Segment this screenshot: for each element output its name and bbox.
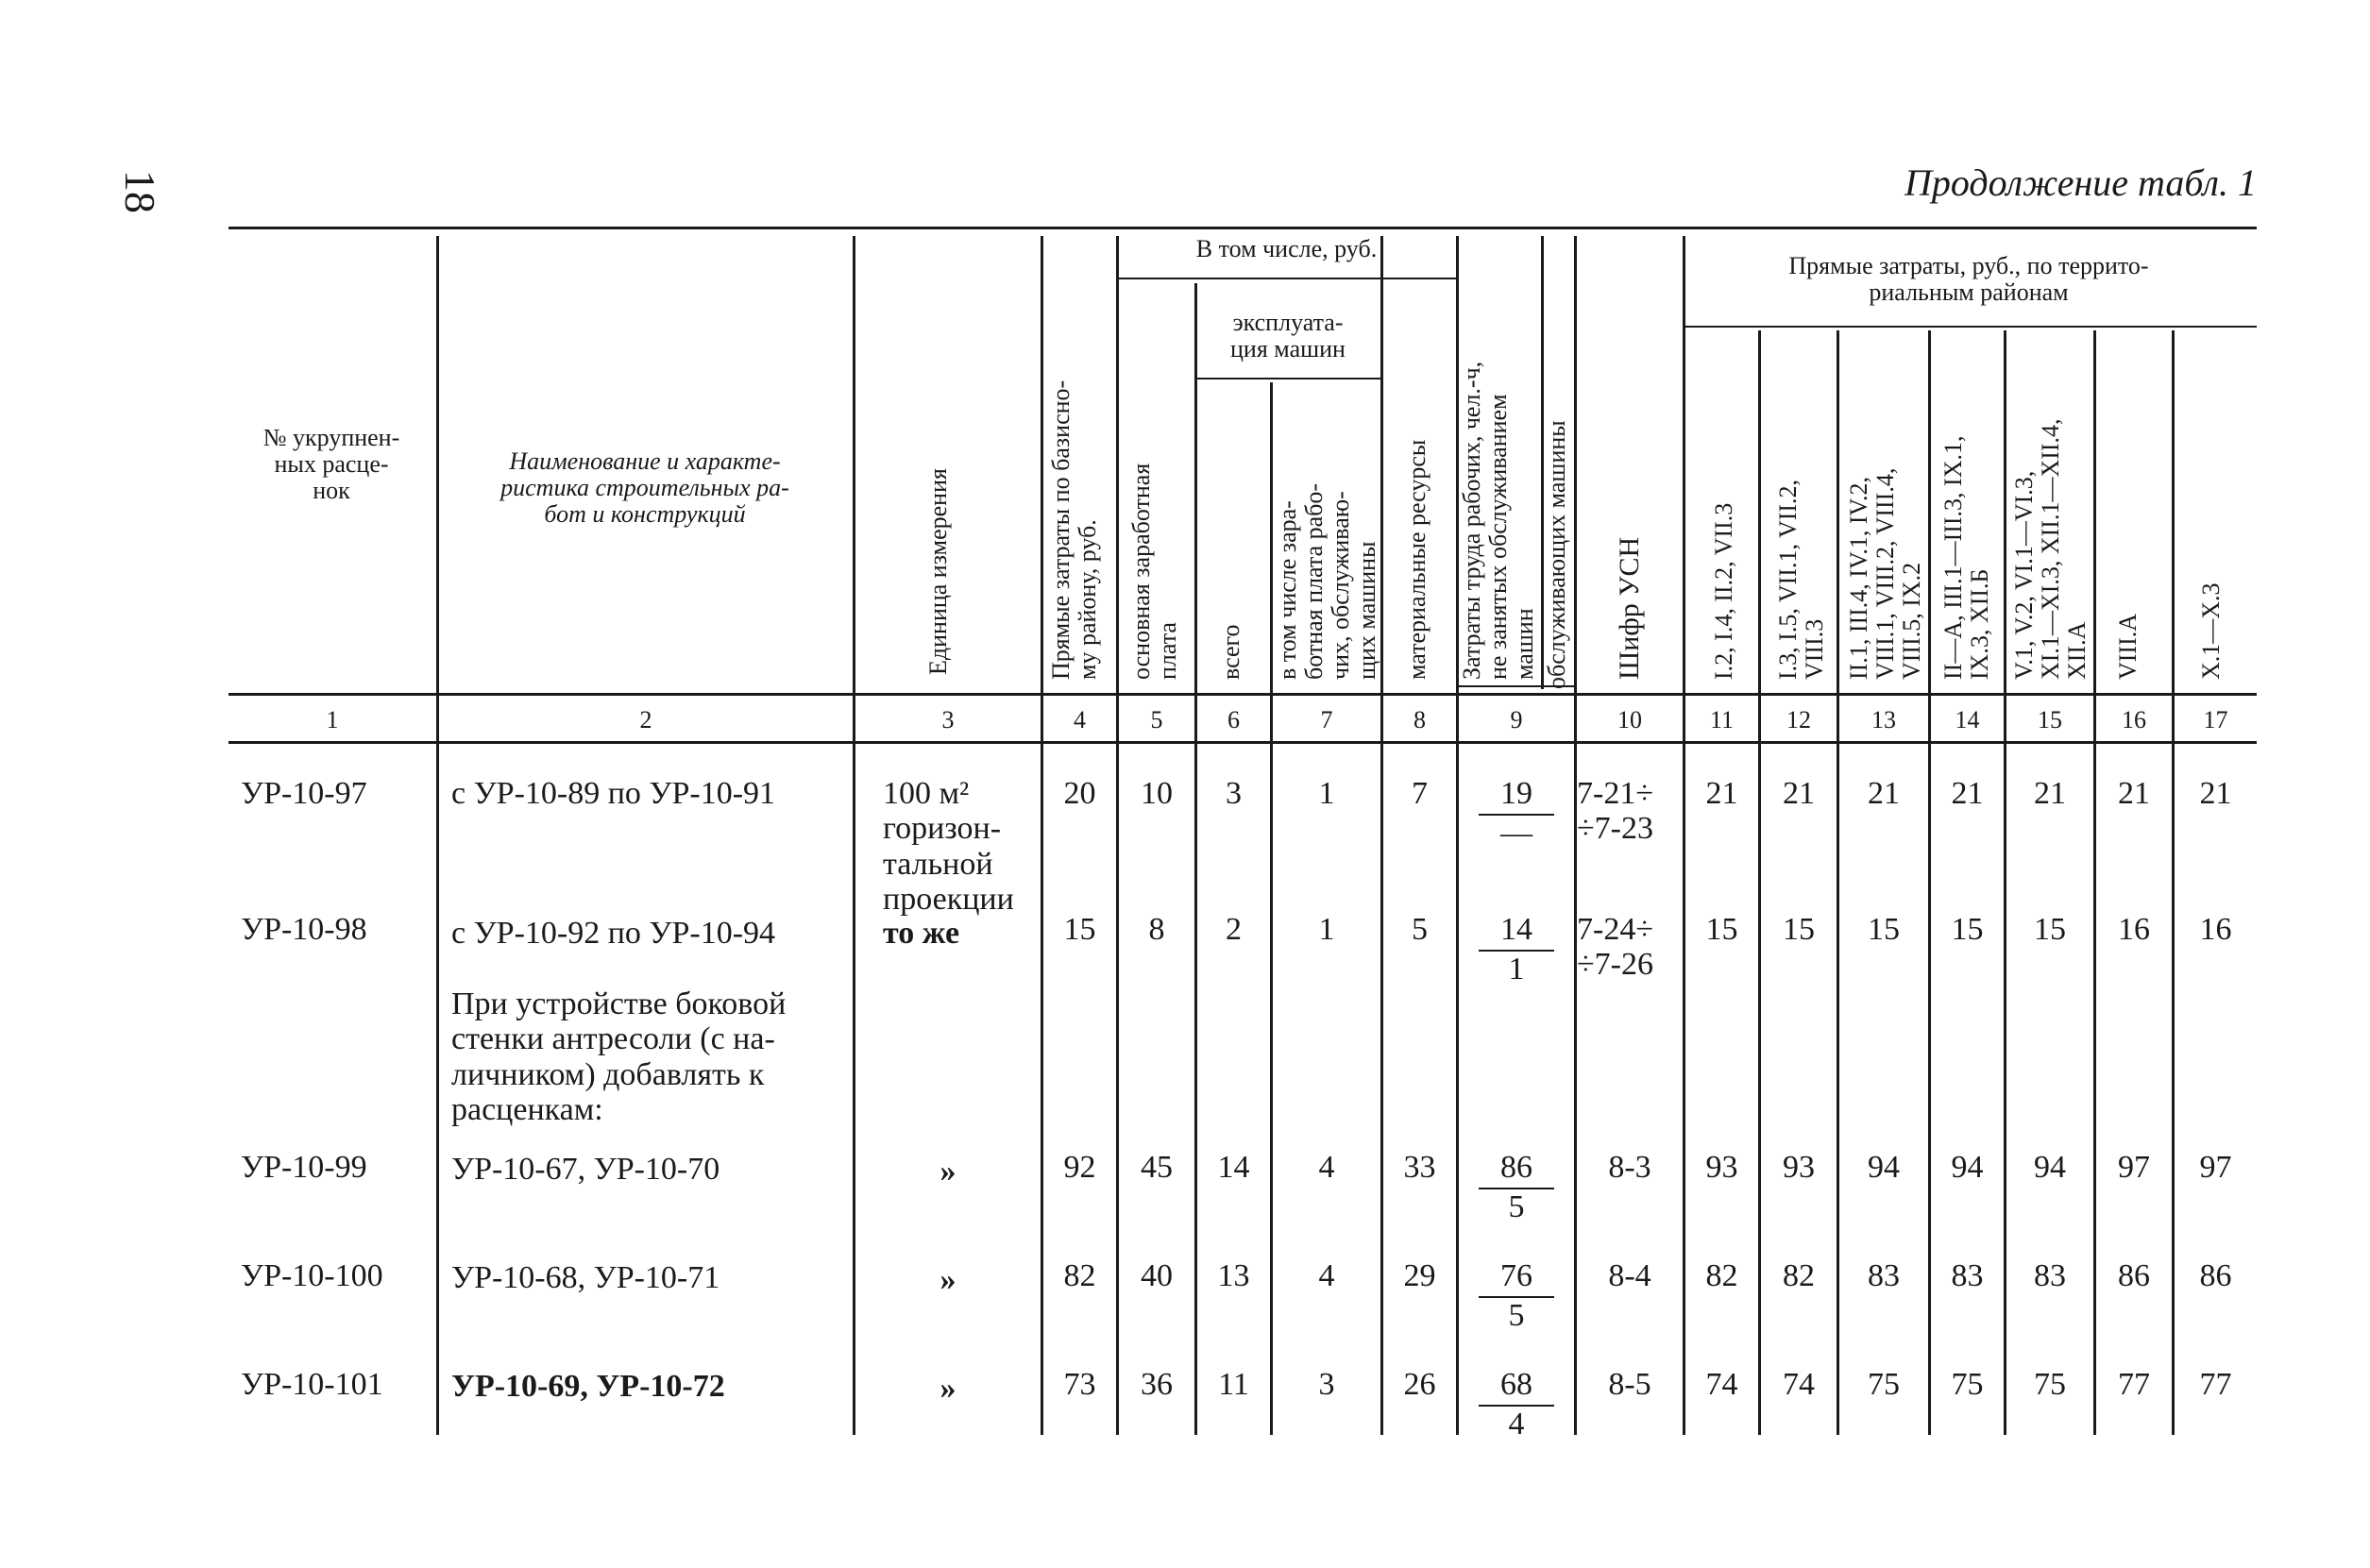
work-name: с УР-10-89 по УР-10-91 xyxy=(451,776,776,811)
column-number: 6 xyxy=(1227,706,1240,733)
labor-fraction xyxy=(1479,1150,1554,1225)
group-underline xyxy=(1116,278,1456,279)
cell-c5: 10 xyxy=(1141,776,1173,811)
column-number: 3 xyxy=(941,706,955,733)
work-name: УР-10-67, УР-10-70 xyxy=(451,1152,720,1187)
column-number: 2 xyxy=(639,706,652,733)
cell-c17: 16 xyxy=(2199,912,2232,947)
cell-c13: 21 xyxy=(1868,776,1900,811)
column-number: 16 xyxy=(2122,706,2146,733)
cell-c13: 83 xyxy=(1868,1258,1900,1293)
cell-c15: 83 xyxy=(2034,1258,2066,1293)
cell-c13: 75 xyxy=(1868,1367,1900,1402)
header-usn-code: Шифр УСН xyxy=(1614,536,1645,680)
rate-code: УР-10-97 xyxy=(241,776,367,811)
work-name: УР-10-68, УР-10-71 xyxy=(451,1260,720,1295)
page-number: 18 xyxy=(116,170,164,213)
cell-c12: 21 xyxy=(1783,776,1815,811)
col-divider xyxy=(1683,236,1685,1435)
unit-ditto: » xyxy=(940,1262,956,1297)
cell-c6: 2 xyxy=(1226,912,1242,947)
cell-c4: 92 xyxy=(1063,1150,1096,1185)
table-top-rule xyxy=(229,227,2257,229)
cell-c15: 21 xyxy=(2034,776,2066,811)
labor-machine-operators: 5 xyxy=(1508,1189,1525,1224)
cell-c7: 1 xyxy=(1318,912,1335,947)
column-number: 14 xyxy=(1955,706,1980,733)
labor-machine-operators: — xyxy=(1500,816,1532,851)
header-base-wages: основная заработная плата xyxy=(1127,463,1182,680)
column-number: 17 xyxy=(2203,706,2228,733)
rate-code: УР-10-99 xyxy=(241,1150,367,1185)
unit-ditto: » xyxy=(940,1154,956,1189)
cell-c16: 21 xyxy=(2118,776,2150,811)
header-zone-14: II—A, III.1—III.3, IX.1, IX.3, XII.Б xyxy=(1939,435,1994,680)
col-divider xyxy=(1380,236,1383,1435)
column-number: 10 xyxy=(1617,706,1642,733)
cell-c11: 74 xyxy=(1705,1367,1738,1402)
column-number: 12 xyxy=(1786,706,1811,733)
col-divider xyxy=(1116,236,1119,1435)
cell-c4: 15 xyxy=(1063,912,1096,947)
header-bottom-rule xyxy=(229,693,2257,696)
cell-c16: 77 xyxy=(2118,1367,2150,1402)
header-zone-12: I.3, I.5, VII.1, VII.2, VIII.3 xyxy=(1774,479,1829,680)
labor-machine-operators: 4 xyxy=(1508,1407,1525,1442)
table-continuation-title: Продолжение табл. 1 xyxy=(1904,161,2257,204)
cell-c17: 86 xyxy=(2199,1258,2232,1293)
cell-c8: 5 xyxy=(1412,912,1428,947)
usn-code: 7-24÷ ÷7-26 xyxy=(1577,912,1653,983)
column-number: 7 xyxy=(1320,706,1333,733)
unit-ditto: » xyxy=(940,1371,956,1406)
cell-c7: 4 xyxy=(1318,1258,1335,1293)
column-number: 15 xyxy=(2038,706,2062,733)
cell-c16: 86 xyxy=(2118,1258,2150,1293)
header-labor-costs: Затраты труда рабочих, чел.-ч, не занятых обслуживанием машин xyxy=(1458,361,1539,680)
labor-workers: 14 xyxy=(1479,912,1554,952)
cell-c11: 21 xyxy=(1705,776,1738,811)
labor-workers: 19 xyxy=(1479,776,1554,816)
cell-c8: 7 xyxy=(1412,776,1428,811)
rate-code: УР-10-101 xyxy=(241,1367,383,1402)
header-materials: материальные ресурсы xyxy=(1403,439,1430,680)
header-machines-total: всего xyxy=(1217,624,1244,680)
header-group-territorial: Прямые затраты, руб., по террито- риальным районам xyxy=(1788,252,2149,307)
labor-machine-operators: 5 xyxy=(1508,1298,1525,1333)
cell-c12: 93 xyxy=(1783,1150,1815,1185)
group-underline xyxy=(1194,378,1380,379)
cell-c4: 20 xyxy=(1063,776,1096,811)
usn-code: 8-3 xyxy=(1608,1150,1651,1185)
header-work-name: Наименование и характе- ристика строительных ра- бот и конструкций xyxy=(500,447,789,529)
usn-code: 8-5 xyxy=(1608,1367,1651,1402)
col-divider xyxy=(853,236,855,1435)
header-machine-wages: в том числе зара- ботная плата рабо- чих, обслуживаю- щих машины xyxy=(1274,482,1381,680)
cell-c14: 75 xyxy=(1951,1367,1984,1402)
header-unit: Единица измерения xyxy=(924,468,952,675)
cell-c7: 1 xyxy=(1318,776,1335,811)
labor-fraction xyxy=(1479,912,1554,987)
group-underline xyxy=(1683,326,2257,328)
cell-c12: 74 xyxy=(1783,1367,1815,1402)
column-number: 8 xyxy=(1414,706,1426,733)
header-rate-number: № укрупнен- ных расце- нок xyxy=(262,424,400,505)
labor-fraction xyxy=(1479,1367,1554,1442)
labor-fraction xyxy=(1479,1258,1554,1334)
cell-c6: 14 xyxy=(1217,1150,1250,1185)
cell-c6: 3 xyxy=(1226,776,1242,811)
cell-c11: 93 xyxy=(1705,1150,1738,1185)
header-zone-15: V.1, V.2, VI.1—VI.3, XI.1—XI.3, XII.1—XII.4, XII.A xyxy=(2010,418,2091,680)
col-divider xyxy=(436,236,439,1435)
cell-c8: 29 xyxy=(1403,1258,1436,1293)
work-name: УР-10-69, УР-10-72 xyxy=(451,1369,725,1404)
cell-c5: 45 xyxy=(1141,1150,1173,1185)
rate-code: УР-10-100 xyxy=(241,1258,383,1293)
cell-c5: 40 xyxy=(1141,1258,1173,1293)
cell-c12: 15 xyxy=(1783,912,1815,947)
header-group-machines: эксплуата- ция машин xyxy=(1230,309,1346,363)
cell-c4: 73 xyxy=(1063,1367,1096,1402)
cell-c14: 21 xyxy=(1951,776,1984,811)
header-zone-17: X.1—X.3 xyxy=(2197,582,2225,680)
cell-c5: 8 xyxy=(1148,912,1165,947)
cell-c14: 94 xyxy=(1951,1150,1984,1185)
cell-c4: 82 xyxy=(1063,1258,1096,1293)
cell-c11: 82 xyxy=(1705,1258,1738,1293)
cell-c8: 26 xyxy=(1403,1367,1436,1402)
cell-c11: 15 xyxy=(1705,912,1738,947)
cell-c15: 15 xyxy=(2034,912,2066,947)
column-number: 1 xyxy=(326,706,339,733)
cell-c13: 94 xyxy=(1868,1150,1900,1185)
usn-code: 7-21÷ ÷7-23 xyxy=(1577,776,1653,847)
rate-code: УР-10-98 xyxy=(241,912,367,947)
labor-fraction xyxy=(1479,776,1554,851)
unit: то же xyxy=(883,916,960,951)
col-divider xyxy=(1041,236,1043,1435)
column-number: 9 xyxy=(1510,706,1523,733)
column-numbers-rule xyxy=(229,741,2257,744)
cell-c12: 82 xyxy=(1783,1258,1815,1293)
labor-workers: 86 xyxy=(1479,1150,1554,1189)
column-number: 4 xyxy=(1074,706,1086,733)
cell-c7: 4 xyxy=(1318,1150,1335,1185)
cell-c15: 75 xyxy=(2034,1367,2066,1402)
labor-workers: 76 xyxy=(1479,1258,1554,1298)
column-number: 5 xyxy=(1150,706,1163,733)
usn-code: 8-4 xyxy=(1608,1258,1651,1293)
labor-workers: 68 xyxy=(1479,1367,1554,1407)
cell-c5: 36 xyxy=(1141,1367,1173,1402)
cell-c8: 33 xyxy=(1403,1150,1436,1185)
work-name: с УР-10-92 по УР-10-94 xyxy=(451,916,776,951)
column-number: 11 xyxy=(1709,706,1735,733)
header-zone-11: I.2, I.4, II.2, VII.3 xyxy=(1710,502,1737,680)
header-zone-13: II.1, III.4, IV.1, IV.2, VIII.1, VIII.2, VIII.4, VIII.5, IX.2 xyxy=(1845,467,1926,680)
cell-c17: 97 xyxy=(2199,1150,2232,1185)
header-zone-16: VIII.A xyxy=(2114,613,2141,680)
cell-c13: 15 xyxy=(1868,912,1900,947)
section-note: При устройстве боковой стенки антресоли (с на- личником) добавлять к расценкам: xyxy=(451,986,787,1128)
cell-c6: 11 xyxy=(1218,1367,1249,1402)
column-number: 13 xyxy=(1871,706,1896,733)
cell-c16: 16 xyxy=(2118,912,2150,947)
cell-c17: 77 xyxy=(2199,1367,2232,1402)
header-group-in-total: В том числе, руб. xyxy=(1195,235,1378,262)
cell-c16: 97 xyxy=(2118,1150,2150,1185)
cell-c14: 83 xyxy=(1951,1258,1984,1293)
cell-c14: 15 xyxy=(1951,912,1984,947)
unit: 100 м² горизон- тальной проекции xyxy=(883,776,1014,918)
header-labor-machine-operators: обслуживающих машины xyxy=(1543,420,1570,689)
labor-machine-operators: 1 xyxy=(1508,952,1525,986)
header-direct-costs-base: Прямые затраты по базисно- му району, руб. xyxy=(1047,379,1102,680)
cell-c7: 3 xyxy=(1318,1367,1335,1402)
cell-c6: 13 xyxy=(1217,1258,1250,1293)
cell-c15: 94 xyxy=(2034,1150,2066,1185)
cell-c17: 21 xyxy=(2199,776,2232,811)
